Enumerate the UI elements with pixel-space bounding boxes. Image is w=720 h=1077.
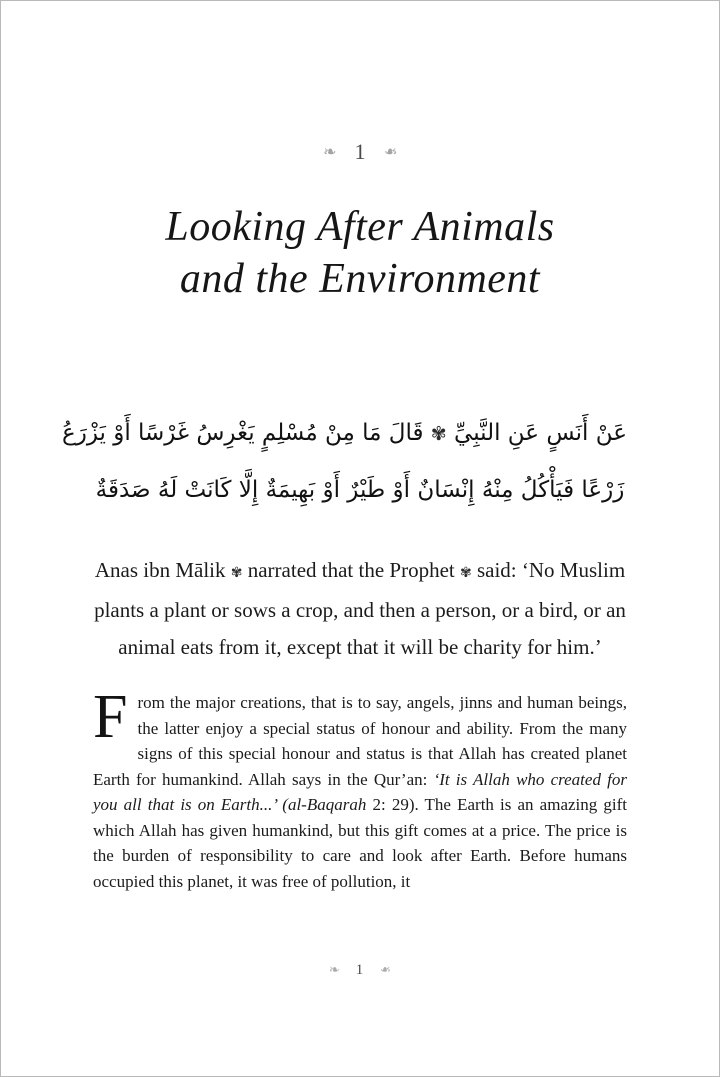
hadith-translation (93, 552, 627, 666)
hadith-arabic-line1 (61, 405, 627, 462)
prophet-honorific-icon: ✾ (460, 565, 472, 581)
fleuron-left-icon: ❧ (323, 142, 337, 161)
translation-narrator: Anas ibn Mālik (94, 558, 226, 582)
chapter-title (93, 201, 627, 305)
translation-middle: narrated that the Prophet (247, 558, 455, 582)
chapter-title-line1: Looking After Animals (165, 204, 555, 250)
fleuron-right-icon: ❧ (380, 962, 392, 978)
prophet-honorific-icon: ✾ (430, 423, 447, 445)
chapter-title-line2: and the Environment (179, 256, 541, 302)
chapter-number-row (93, 139, 627, 165)
chapter-number: 1 (354, 139, 366, 164)
hadith-arabic-line2-text: زَرْعًا فَيَأْكُلُ مِنْهُ إِنْسَانٌ أَوْ طَيْرٌ أَوْ بَهِيمَةٌ إِلَّا كَانَتْ لَهُ صَدَقَةٌ (95, 477, 625, 503)
page-number: 1 (355, 961, 365, 978)
body-text-roman1: rom the major creations, that is to say, angels, jinns and human beings, the latter enjoy a special status of honour and ability. From the many signs of this special honour and status is that Allah has created planet Earth for humankind. Allah says in the Qur’an: (93, 693, 627, 789)
body-text-roman2: 2: 29). The Earth is an amazing gift which Allah has given humankind, but this gift comes at a price. The price is the burden of responsibility to care and look after Earth. Before humans occupied this planet, it was free of pollution, it (93, 795, 627, 891)
hadith-arabic-line1-start: عَنْ أَنَسٍ عَنِ النَّبِيِّ (454, 420, 627, 446)
fleuron-right-icon: ❧ (383, 142, 397, 161)
companion-honorific-icon: ✾ (230, 565, 243, 581)
body-quran-quote: ‘It is Allah who created for you all that is on Earth...’ (al-Baqarah (93, 769, 627, 814)
translation-quote: said: ‘No Muslim plants a plant or sows a crop, and then a person, or a bird, or an animal eats from it, except that it will be charity for him.’ (94, 558, 626, 659)
hadith-arabic-line2 (93, 462, 627, 518)
body-paragraph (93, 683, 627, 894)
drop-cap: F (93, 683, 128, 751)
hadith-arabic-line1-end: قَالَ مَا مِنْ مُسْلِمٍ يَغْرِسُ غَرْسًا أَوْ يَزْرَعُ (61, 420, 424, 446)
fleuron-left-icon: ❧ (328, 962, 340, 978)
hadith-arabic (61, 405, 627, 518)
page-footer (93, 960, 627, 980)
